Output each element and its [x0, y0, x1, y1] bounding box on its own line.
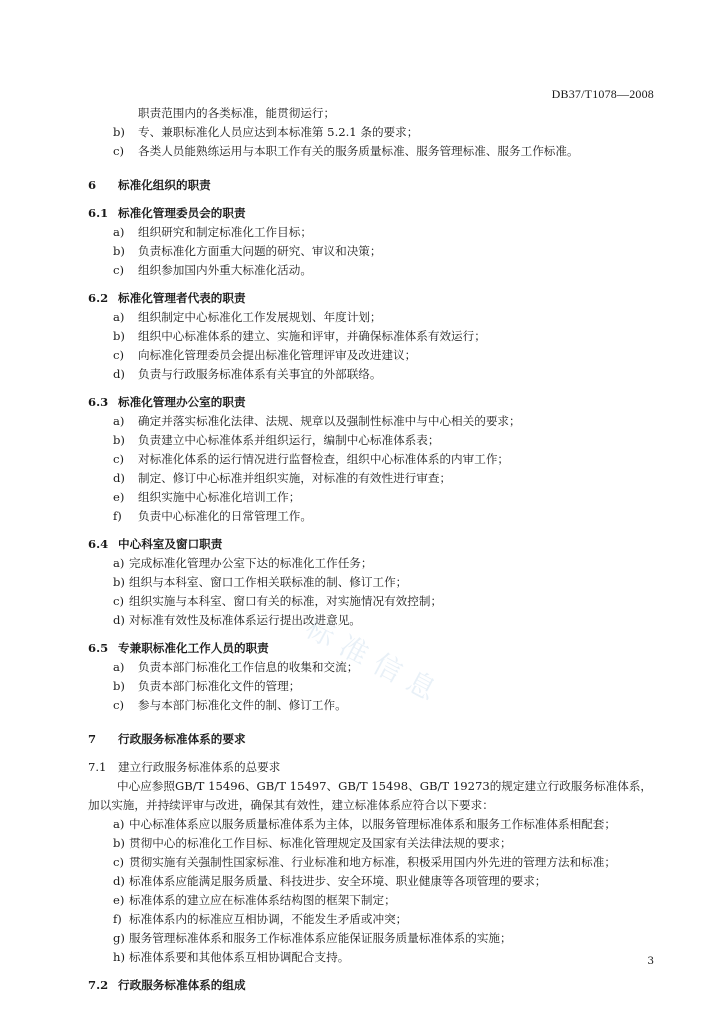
- list-item-text: 职责范围内的各类标准，能贯彻运行；: [138, 106, 336, 120]
- section-number: 6.4: [88, 537, 109, 551]
- list-item: [88, 658, 664, 677]
- subsection-heading-6-1: [88, 204, 664, 223]
- list-marker: b): [113, 836, 125, 850]
- list-item: [88, 834, 664, 853]
- list-item-text: 各类人员能熟练运用与本职工作有关的服务质量标准、服务管理标准、服务工作标准。: [138, 144, 579, 158]
- list-item: [88, 346, 664, 365]
- list-item: [88, 815, 664, 834]
- list-item-text: 负责本部门标准化文件的管理；: [138, 679, 301, 693]
- list-item-text: 完成标准化管理办公室下达的标准化工作任务；: [129, 556, 373, 570]
- list-item-text: 组织制定中心标准化工作发展规划、年度计划；: [138, 310, 382, 324]
- list-marker: g): [113, 931, 125, 945]
- section-title: 标准化管理委员会的职责: [118, 206, 246, 220]
- section-title: 标准化组织的职责: [118, 178, 211, 192]
- list-item: [88, 611, 664, 630]
- list-item-text: 负责与行政服务标准体系有关事宜的外部联络。: [138, 367, 382, 381]
- subsection-heading-6-3: [88, 393, 664, 412]
- list-marker: a): [113, 310, 125, 324]
- page-number: 3: [647, 955, 654, 967]
- paragraph-line: 加以实施，并持续评审与改进，确保其有效性，建立标准体系应符合以下要求：: [88, 798, 494, 812]
- document-body: [88, 104, 664, 995]
- list-item-text: 标准体系内的标准应互相协调，不能发生矛盾或冲突；: [129, 912, 408, 926]
- list-marker: d): [113, 613, 125, 627]
- subsection-heading-6-2: [88, 289, 664, 308]
- list-item-text: 对标准化体系的运行情况进行监督检查，组织中心标准体系的内审工作；: [138, 452, 510, 466]
- list-marker: d): [113, 367, 125, 381]
- list-marker: a): [113, 556, 125, 570]
- list-item: [88, 948, 664, 967]
- section-number: 6.1: [88, 206, 109, 220]
- section-title: 标准化管理办公室的职责: [118, 395, 246, 409]
- section-number: 7.2: [88, 978, 109, 992]
- list-marker: a): [113, 660, 125, 674]
- section-number: 6.3: [88, 395, 109, 409]
- section-number: 6: [88, 178, 97, 192]
- section-heading-6: [88, 176, 664, 195]
- list-marker: a): [113, 225, 125, 239]
- list-marker: c): [113, 144, 125, 158]
- list-item-text: 制定、修订中心标准并组织实施，对标准的有效性进行审查；: [138, 471, 452, 485]
- list-item: [88, 223, 664, 242]
- list-item-text: 组织参加国内外重大标准化活动。: [138, 263, 312, 277]
- list-item-text: 组织中心标准体系的建立、实施和评审，并确保标准体系有效运行；: [138, 329, 486, 343]
- section-title: 行政服务标准体系的要求: [118, 732, 246, 746]
- list-item: [88, 853, 664, 872]
- section-number: 6.5: [88, 641, 109, 655]
- list-item: [88, 142, 664, 161]
- list-item: [88, 910, 664, 929]
- list-marker: b): [113, 433, 125, 447]
- list-item-text: 专、兼职标准化人员应达到本标准第 5.2.1 条的要求；: [138, 125, 419, 139]
- list-marker: b): [113, 125, 125, 139]
- list-marker: c): [113, 855, 125, 869]
- document-code: DB37/T1078—2008: [551, 87, 654, 101]
- list-item: [88, 308, 664, 327]
- list-item: [88, 450, 664, 469]
- list-item: [88, 507, 664, 526]
- list-item-text: 负责本部门标准化工作信息的收集和交流；: [138, 660, 359, 674]
- list-item: [88, 696, 664, 715]
- list-item: [88, 123, 664, 142]
- list-item-text: 标准体系要和其他体系互相协调配合支持。: [129, 950, 350, 964]
- list-marker: b): [113, 244, 125, 258]
- list-item: [88, 929, 664, 948]
- list-item-continuation: [88, 104, 664, 123]
- section-heading-7: [88, 730, 664, 749]
- list-marker: b): [113, 329, 125, 343]
- list-marker: d): [113, 874, 125, 888]
- list-marker: f): [113, 509, 122, 523]
- list-item: [88, 261, 664, 280]
- subsection-heading-7-1: [88, 758, 664, 777]
- list-item-text: 组织实施中心标准化培训工作；: [138, 490, 301, 504]
- list-marker: c): [113, 594, 125, 608]
- list-item: [88, 677, 664, 696]
- section-title: 专兼职标准化工作人员的职责: [118, 641, 269, 655]
- list-item-text: 组织与本科室、窗口工作相关联标准的制、修订工作；: [129, 575, 408, 589]
- list-item-text: 向标准化管理委员会提出标准化管理评审及改进建议；: [138, 348, 417, 362]
- section-title: 建立行政服务标准体系的总要求: [118, 760, 281, 774]
- subsection-heading-6-5: [88, 639, 664, 658]
- section-number: 7.1: [88, 760, 107, 774]
- section-title: 行政服务标准体系的组成: [118, 978, 246, 992]
- list-item: [88, 872, 664, 891]
- section-title: 标准化管理者代表的职责: [118, 291, 246, 305]
- list-item: [88, 327, 664, 346]
- list-item: [88, 891, 664, 910]
- list-marker: a): [113, 817, 125, 831]
- list-item: [88, 242, 664, 261]
- section-title: 中心科室及窗口职责: [118, 537, 223, 551]
- list-marker: d): [113, 471, 125, 485]
- list-marker: c): [113, 698, 125, 712]
- list-item-text: 负责标准化方面重大问题的研究、审议和决策；: [138, 244, 382, 258]
- list-item-text: 标准体系的建立应在标准体系结构图的框架下制定；: [129, 893, 396, 907]
- list-marker: c): [113, 263, 125, 277]
- list-item: [88, 365, 664, 384]
- list-item-text: 贯彻中心的标准化工作目标、标准化管理规定及国家有关法律法规的要求；: [129, 836, 512, 850]
- list-item: [88, 554, 664, 573]
- list-marker: c): [113, 348, 125, 362]
- section-number: 6.2: [88, 291, 109, 305]
- list-marker: e): [113, 490, 125, 504]
- list-marker: c): [113, 452, 125, 466]
- list-item-text: 贯彻实施有关强制性国家标准、行业标准和地方标准，积极采用国内外先进的管理方法和标准；: [129, 855, 616, 869]
- list-marker: b): [113, 679, 125, 693]
- list-item: [88, 412, 664, 431]
- watermark: 标准信息: [300, 611, 451, 712]
- list-item-text: 中心标准体系应以服务质量标准体系为主体，以服务管理标准体系和服务工作标准体系相配套；: [129, 817, 616, 831]
- subsection-heading-6-4: [88, 535, 664, 554]
- list-marker: h): [113, 950, 125, 964]
- section-number: 7: [88, 732, 97, 746]
- list-item-text: 标准体系应能满足服务质量、科技进步、安全环境、职业健康等各项管理的要求；: [129, 874, 547, 888]
- list-item: [88, 573, 664, 592]
- list-marker: a): [113, 414, 125, 428]
- list-item-text: 确定并落实标准化法律、法规、规章以及强制性标准中与中心相关的要求；: [138, 414, 521, 428]
- list-item-text: 服务管理标准体系和服务工作标准体系应能保证服务质量标准体系的实施；: [129, 931, 512, 945]
- list-item-text: 组织研究和制定标准化工作目标；: [138, 225, 312, 239]
- list-item: [88, 592, 664, 611]
- list-item-text: 负责建立中心标准体系并组织运行，编制中心标准体系表；: [138, 433, 440, 447]
- paragraph-line: 中心应参照GB/T 15496、GB/T 15497、GB/T 15498、GB/T 19273的规定建立行政服务标准体系，: [117, 779, 653, 793]
- list-item: [88, 431, 664, 450]
- list-marker: b): [113, 575, 125, 589]
- subsection-heading-7-2: [88, 976, 664, 995]
- list-item-text: 组织实施与本科室、窗口有关的标准，对实施情况有效控制；: [129, 594, 443, 608]
- list-item: [88, 488, 664, 507]
- list-item-text: 参与本部门标准化文件的制、修订工作。: [138, 698, 347, 712]
- list-item: [88, 469, 664, 488]
- list-item-text: 负责中心标准化的日常管理工作。: [138, 509, 312, 523]
- list-marker: e): [113, 893, 125, 907]
- list-marker: f): [113, 912, 122, 926]
- list-item-text: 对标准有效性及标准体系运行提出改进意见。: [129, 613, 361, 627]
